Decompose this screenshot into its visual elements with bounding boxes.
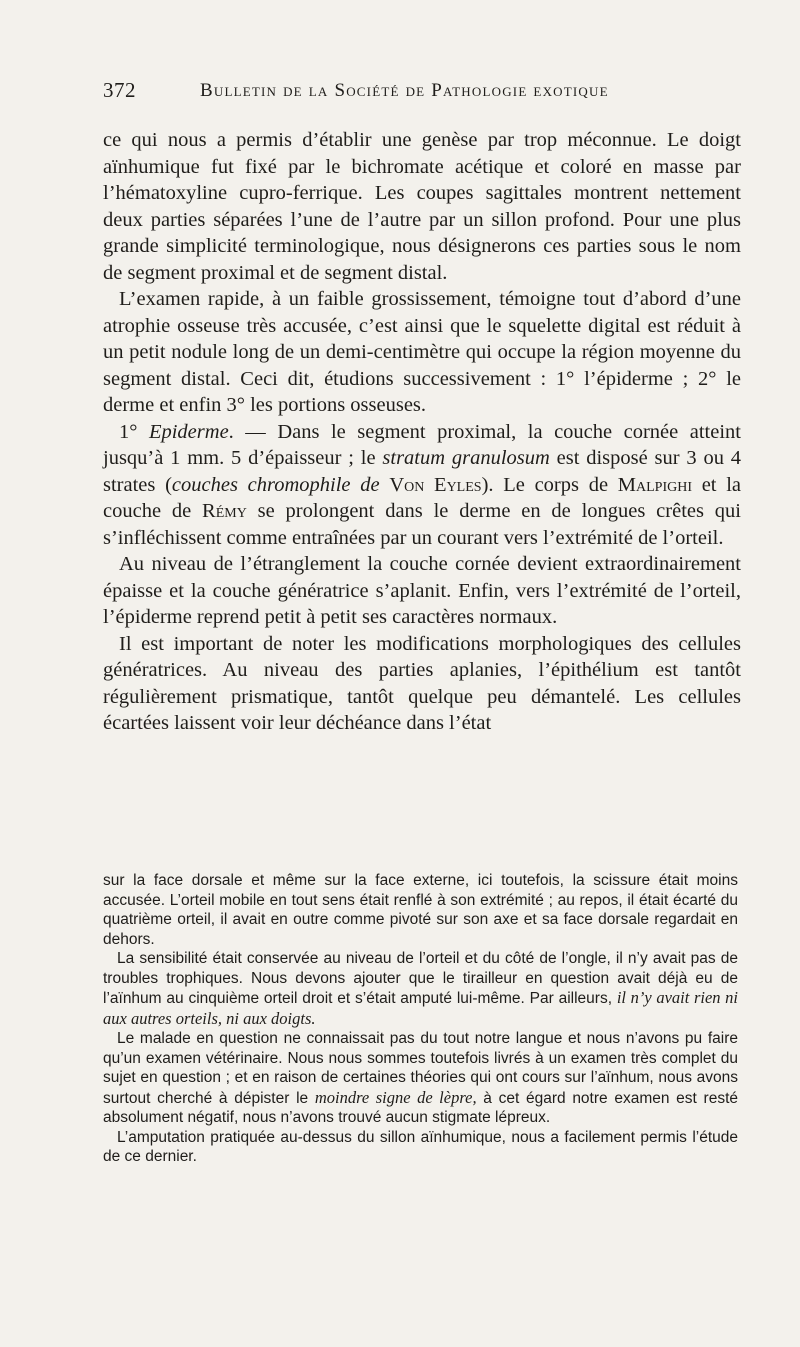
text-run: et la couche de (103, 473, 742, 522)
text-run: se prolongent dans le derme en de longues crêtes qui s’infléchissent comme entraînées par un courant vers l’extrémité de l’orteil. (103, 500, 741, 549)
paragraph-3 (103, 419, 741, 552)
footnote-2 (103, 949, 738, 1029)
text-run: à cet égard notre examen est resté absolument négatif, nous n’avons trouvé aucun stigmate lépreux. (103, 1089, 739, 1126)
section-number: 1° (119, 420, 149, 443)
author-name-malpighi: Malpighi (617, 473, 692, 496)
author-name-remy: Rémy (202, 500, 247, 522)
text-run: Le malade en question ne connaissait pas du tout notre langue et nous n’avons pu faire qu’un examen vétérinaire. Nous nous sommes toutefois livrés à un examen très complet du sujet en question ; et en raison de certaines théories qui ont cours sur l’aïnhum, nous avons surtout cherché à dépister le (103, 1030, 738, 1107)
term-couches-chromophile: couches chromophile de (171, 473, 380, 496)
text-run: est disposé sur 3 ou 4 strates ( (103, 447, 742, 496)
running-head (100, 78, 700, 104)
author-name-von-eyles: Von Eyles (389, 473, 482, 496)
footnote-italic-phrase: moindre signe de lèpre, (314, 1087, 477, 1107)
footnote-1: sur la face dorsale et même sur la face externe, ici toutefois, la scissure était moins accusée. L’orteil mobile en tout sens était renflé à son extrémité ; au repos, il était écarté du quatrième orteil, il avait en outre comme pivoté sur son axe et sa face dorsale regardait en dehors. (103, 872, 738, 948)
section-heading-epiderme: Epiderme (148, 420, 229, 443)
main-text (103, 127, 741, 737)
footnote-3 (103, 1029, 738, 1128)
footnotes (103, 871, 738, 1167)
text-run: . — Dans le segment proximal, la couche cornée atteint jusqu’à 1 mm. 5 d’épaisseur ; le (103, 420, 741, 469)
term-stratum-granulosum: stratum granulosum (382, 447, 550, 469)
paragraph-5: Il est important de noter les modifications morphologiques des cellules génératrices. Au niveau des parties aplanies, l’épithélium est tantôt régulièrement prismatique, tantôt quelque peu démantelé. Les cellules écartées laissent voir leur déchéance dans l’état (103, 632, 741, 734)
paragraph-1: ce qui nous a permis d’établir une genèse par trop méconnue. Le doigt aïnhumique fut fixé par le bichromate acétique et coloré en masse par l’hématoxyline cupro-ferrique. Les coupes sagittales montrent nettement deux parties séparées l’une de l’autre par un sillon profond. Pour une plus grande simplicité terminologique, nous désignerons ces parties sous le nom de segment proximal et de segment distal. (103, 129, 741, 284)
footnote-4: L’amputation pratiquée au-dessus du sillon aïnhumique, nous a facilement permis l’étude de ce dernier. (103, 1128, 738, 1165)
paragraph-4: Au niveau de l’étranglement la couche cornée devient extraordinairement épaisse et la couche génératrice s’aplanit. Enfin, vers l’extrémité de l’orteil, l’épiderme reprend petit à petit ses caractères normaux. (103, 553, 741, 628)
footnote-italic-phrase: il n’y avait rien ni aux autres orteils, ni aux doigts. (103, 988, 738, 1028)
text-run: ). Le corps de (481, 473, 618, 496)
page-number: 372 (103, 78, 136, 102)
paragraph-2: L’examen rapide, à un faible grossissement, témoigne tout d’abord d’une atrophie osseuse très accusée, c’est ainsi que le squelette digital est réduit à un petit nodule long de un demi-centimètre qui occupe la région moyenne du segment distal. Ceci dit, étudions successivement : 1° l’épiderme ; 2° le derme et enfin 3° les portions osseuses. (103, 288, 741, 416)
text-run: La sensibilité était conservée au niveau de l’orteil et du côté de l’ongle, il n’y avait pas de troubles trophiques. Nous devons ajouter que le tirailleur en question avait déjà eu de l’aïnhum au cinquième orteil droit et s’était amputé lui-même. Par ailleurs, (103, 950, 738, 1007)
text-run (380, 474, 390, 496)
journal-title: Bulletin de la Société de Pathologie exotique (200, 80, 609, 101)
